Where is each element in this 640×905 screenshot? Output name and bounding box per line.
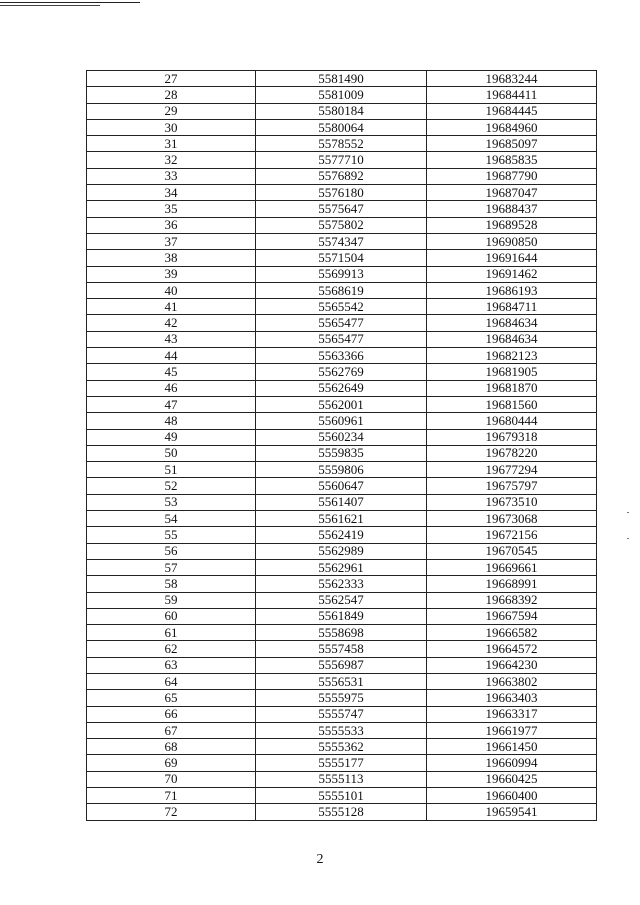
point-number-cell: 67 <box>87 722 256 738</box>
table-row <box>87 380 597 396</box>
table-row <box>87 543 597 559</box>
point-number-cell: 50 <box>87 445 256 461</box>
x-coordinate-cell: 5576180 <box>256 185 427 201</box>
point-number-cell: 38 <box>87 250 256 266</box>
x-coordinate-cell: 5565477 <box>256 331 427 347</box>
x-coordinate-cell: 5563366 <box>256 348 427 364</box>
table-row <box>87 755 597 771</box>
x-coordinate-cell: 5580064 <box>256 119 427 135</box>
table-row <box>87 413 597 429</box>
point-number-cell: 53 <box>87 494 256 510</box>
y-coordinate-cell: 19677294 <box>427 462 597 478</box>
point-number-cell: 69 <box>87 755 256 771</box>
point-number-cell: 60 <box>87 608 256 624</box>
y-coordinate-cell: 19670545 <box>427 543 597 559</box>
y-coordinate-cell: 19684711 <box>427 299 597 315</box>
x-coordinate-cell: 5562419 <box>256 527 427 543</box>
x-coordinate-cell: 5565542 <box>256 299 427 315</box>
table-row <box>87 657 597 673</box>
y-coordinate-cell: 19691644 <box>427 250 597 266</box>
point-number-cell: 54 <box>87 511 256 527</box>
x-coordinate-cell: 5556531 <box>256 673 427 689</box>
point-number-cell: 46 <box>87 380 256 396</box>
point-number-cell: 37 <box>87 233 256 249</box>
table-row <box>87 771 597 787</box>
x-coordinate-cell: 5575647 <box>256 201 427 217</box>
x-coordinate-cell: 5562001 <box>256 396 427 412</box>
y-coordinate-cell: 19687790 <box>427 168 597 184</box>
x-coordinate-cell: 5569913 <box>256 266 427 282</box>
x-coordinate-cell: 5555975 <box>256 690 427 706</box>
table-row <box>87 299 597 315</box>
table-row <box>87 217 597 233</box>
point-number-cell: 44 <box>87 348 256 364</box>
y-coordinate-cell: 19684960 <box>427 119 597 135</box>
y-coordinate-cell: 19688437 <box>427 201 597 217</box>
table-row <box>87 559 597 575</box>
x-coordinate-cell: 5555128 <box>256 804 427 820</box>
x-coordinate-cell: 5562547 <box>256 592 427 608</box>
point-number-cell: 57 <box>87 559 256 575</box>
y-coordinate-cell: 19685097 <box>427 136 597 152</box>
y-coordinate-cell: 19660425 <box>427 771 597 787</box>
y-coordinate-cell: 19660400 <box>427 788 597 804</box>
y-coordinate-cell: 19689528 <box>427 217 597 233</box>
x-coordinate-cell: 5555101 <box>256 788 427 804</box>
x-coordinate-cell: 5562649 <box>256 380 427 396</box>
x-coordinate-cell: 5561849 <box>256 608 427 624</box>
table-row <box>87 71 597 87</box>
table-row <box>87 136 597 152</box>
y-coordinate-cell: 19660994 <box>427 755 597 771</box>
table-row <box>87 233 597 249</box>
coordinate-table <box>86 70 597 821</box>
table-row <box>87 804 597 820</box>
x-coordinate-cell: 5555747 <box>256 706 427 722</box>
point-number-cell: 36 <box>87 217 256 233</box>
x-coordinate-cell: 5574347 <box>256 233 427 249</box>
point-number-cell: 70 <box>87 771 256 787</box>
y-coordinate-cell: 19686193 <box>427 282 597 298</box>
y-coordinate-cell: 19664230 <box>427 657 597 673</box>
y-coordinate-cell: 19667594 <box>427 608 597 624</box>
y-coordinate-cell: 19683244 <box>427 71 597 87</box>
table-row <box>87 641 597 657</box>
x-coordinate-cell: 5576892 <box>256 168 427 184</box>
point-number-cell: 33 <box>87 168 256 184</box>
y-coordinate-cell: 19673068 <box>427 511 597 527</box>
table-row <box>87 396 597 412</box>
table-row <box>87 185 597 201</box>
x-coordinate-cell: 5562333 <box>256 576 427 592</box>
y-coordinate-cell: 19681905 <box>427 364 597 380</box>
table-row <box>87 201 597 217</box>
x-coordinate-cell: 5571504 <box>256 250 427 266</box>
y-coordinate-cell: 19663802 <box>427 673 597 689</box>
point-number-cell: 51 <box>87 462 256 478</box>
x-coordinate-cell: 5581009 <box>256 87 427 103</box>
table-row <box>87 478 597 494</box>
coordinate-table-body <box>87 71 597 821</box>
table-row <box>87 103 597 119</box>
y-coordinate-cell: 19659541 <box>427 804 597 820</box>
point-number-cell: 48 <box>87 413 256 429</box>
y-coordinate-cell: 19666582 <box>427 625 597 641</box>
point-number-cell: 68 <box>87 739 256 755</box>
x-coordinate-cell: 5557458 <box>256 641 427 657</box>
point-number-cell: 59 <box>87 592 256 608</box>
x-coordinate-cell: 5555113 <box>256 771 427 787</box>
point-number-cell: 31 <box>87 136 256 152</box>
table-row <box>87 739 597 755</box>
point-number-cell: 41 <box>87 299 256 315</box>
point-number-cell: 40 <box>87 282 256 298</box>
point-number-cell: 45 <box>87 364 256 380</box>
table-row <box>87 87 597 103</box>
point-number-cell: 49 <box>87 429 256 445</box>
point-number-cell: 28 <box>87 87 256 103</box>
y-coordinate-cell: 19691462 <box>427 266 597 282</box>
y-coordinate-cell: 19664572 <box>427 641 597 657</box>
point-number-cell: 27 <box>87 71 256 87</box>
page-number: 2 <box>316 852 324 867</box>
y-coordinate-cell: 19685835 <box>427 152 597 168</box>
x-coordinate-cell: 5561621 <box>256 511 427 527</box>
y-coordinate-cell: 19680444 <box>427 413 597 429</box>
y-coordinate-cell: 19684634 <box>427 315 597 331</box>
table-row <box>87 592 597 608</box>
table-row <box>87 625 597 641</box>
table-row <box>87 152 597 168</box>
table-row <box>87 576 597 592</box>
x-coordinate-cell: 5560234 <box>256 429 427 445</box>
point-number-cell: 56 <box>87 543 256 559</box>
point-number-cell: 32 <box>87 152 256 168</box>
table-row <box>87 315 597 331</box>
x-coordinate-cell: 5575802 <box>256 217 427 233</box>
x-coordinate-cell: 5561407 <box>256 494 427 510</box>
x-coordinate-cell: 5577710 <box>256 152 427 168</box>
x-coordinate-cell: 5560961 <box>256 413 427 429</box>
y-coordinate-cell: 19687047 <box>427 185 597 201</box>
x-coordinate-cell: 5555177 <box>256 755 427 771</box>
y-coordinate-cell: 19661977 <box>427 722 597 738</box>
y-coordinate-cell: 19682123 <box>427 348 597 364</box>
edge-mark <box>627 512 629 513</box>
y-coordinate-cell: 19690850 <box>427 233 597 249</box>
table-row <box>87 331 597 347</box>
table-row <box>87 429 597 445</box>
y-coordinate-cell: 19675797 <box>427 478 597 494</box>
y-coordinate-cell: 19681560 <box>427 396 597 412</box>
x-coordinate-cell: 5560647 <box>256 478 427 494</box>
x-coordinate-cell: 5556987 <box>256 657 427 673</box>
point-number-cell: 47 <box>87 396 256 412</box>
x-coordinate-cell: 5562961 <box>256 559 427 575</box>
table-row <box>87 266 597 282</box>
y-coordinate-cell: 19673510 <box>427 494 597 510</box>
x-coordinate-cell: 5555362 <box>256 739 427 755</box>
x-coordinate-cell: 5555533 <box>256 722 427 738</box>
table-row <box>87 119 597 135</box>
x-coordinate-cell: 5581490 <box>256 71 427 87</box>
table-row <box>87 673 597 689</box>
point-number-cell: 63 <box>87 657 256 673</box>
x-coordinate-cell: 5580184 <box>256 103 427 119</box>
y-coordinate-cell: 19678220 <box>427 445 597 461</box>
y-coordinate-cell: 19679318 <box>427 429 597 445</box>
table-row <box>87 494 597 510</box>
point-number-cell: 34 <box>87 185 256 201</box>
y-coordinate-cell: 19681870 <box>427 380 597 396</box>
y-coordinate-cell: 19663317 <box>427 706 597 722</box>
x-coordinate-cell: 5578552 <box>256 136 427 152</box>
point-number-cell: 65 <box>87 690 256 706</box>
y-coordinate-cell: 19684634 <box>427 331 597 347</box>
point-number-cell: 35 <box>87 201 256 217</box>
header-rule-secondary <box>0 5 100 6</box>
table-row <box>87 168 597 184</box>
x-coordinate-cell: 5559806 <box>256 462 427 478</box>
table-row <box>87 445 597 461</box>
point-number-cell: 58 <box>87 576 256 592</box>
table-row <box>87 511 597 527</box>
x-coordinate-cell: 5562989 <box>256 543 427 559</box>
table-row <box>87 527 597 543</box>
table-row <box>87 250 597 266</box>
point-number-cell: 42 <box>87 315 256 331</box>
table-row <box>87 706 597 722</box>
x-coordinate-cell: 5562769 <box>256 364 427 380</box>
y-coordinate-cell: 19661450 <box>427 739 597 755</box>
header-rule <box>0 2 140 3</box>
y-coordinate-cell: 19663403 <box>427 690 597 706</box>
point-number-cell: 52 <box>87 478 256 494</box>
point-number-cell: 61 <box>87 625 256 641</box>
point-number-cell: 71 <box>87 788 256 804</box>
table-row <box>87 690 597 706</box>
table-row <box>87 722 597 738</box>
x-coordinate-cell: 5565477 <box>256 315 427 331</box>
edge-mark <box>627 538 629 539</box>
point-number-cell: 62 <box>87 641 256 657</box>
x-coordinate-cell: 5558698 <box>256 625 427 641</box>
point-number-cell: 66 <box>87 706 256 722</box>
y-coordinate-cell: 19668991 <box>427 576 597 592</box>
point-number-cell: 72 <box>87 804 256 820</box>
y-coordinate-cell: 19684445 <box>427 103 597 119</box>
y-coordinate-cell: 19672156 <box>427 527 597 543</box>
table-row <box>87 364 597 380</box>
table-row <box>87 348 597 364</box>
point-number-cell: 43 <box>87 331 256 347</box>
y-coordinate-cell: 19684411 <box>427 87 597 103</box>
table-row <box>87 608 597 624</box>
point-number-cell: 64 <box>87 673 256 689</box>
x-coordinate-cell: 5559835 <box>256 445 427 461</box>
y-coordinate-cell: 19668392 <box>427 592 597 608</box>
x-coordinate-cell: 5568619 <box>256 282 427 298</box>
point-number-cell: 55 <box>87 527 256 543</box>
point-number-cell: 30 <box>87 119 256 135</box>
y-coordinate-cell: 19669661 <box>427 559 597 575</box>
point-number-cell: 29 <box>87 103 256 119</box>
table-row <box>87 788 597 804</box>
table-row <box>87 462 597 478</box>
point-number-cell: 39 <box>87 266 256 282</box>
table-row <box>87 282 597 298</box>
